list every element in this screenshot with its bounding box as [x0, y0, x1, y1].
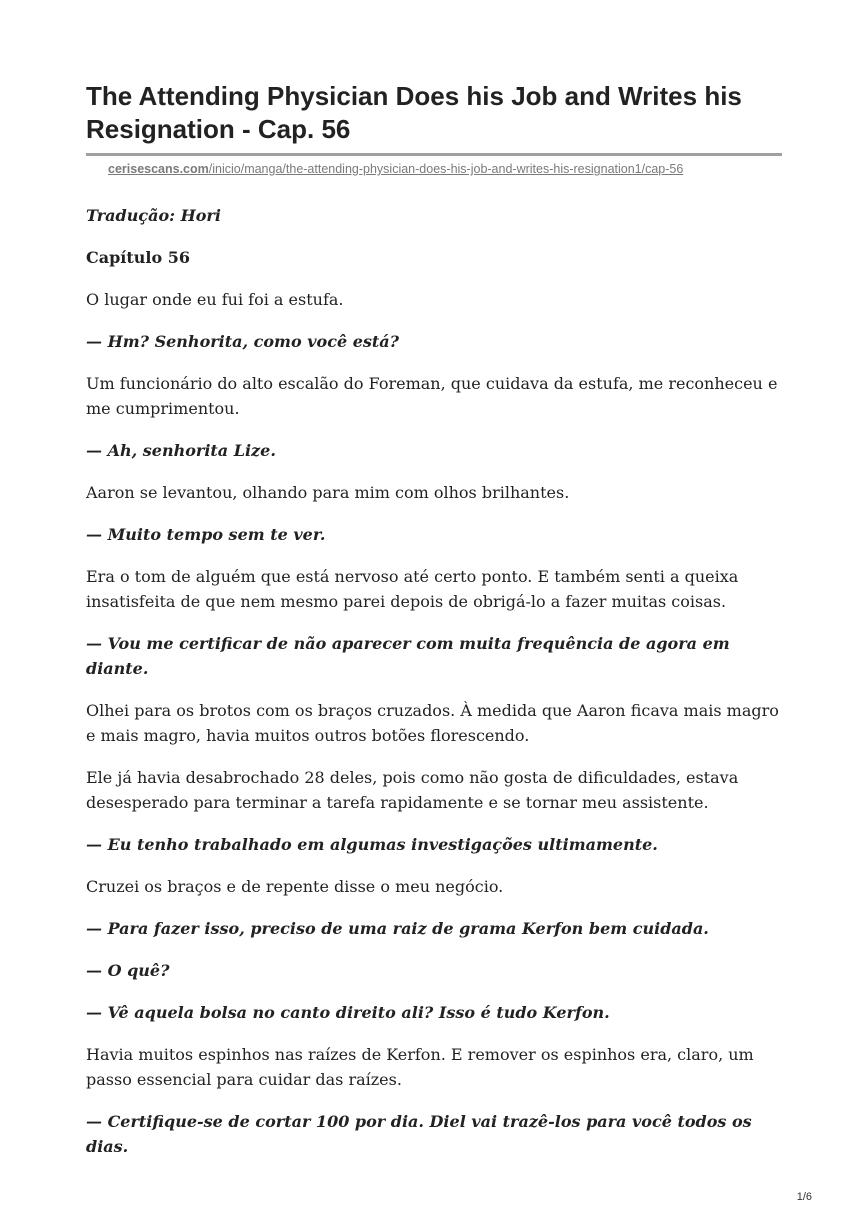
narration-paragraph: Um funcionário do alto escalão do Foreman, que cuidava da estufa, me reconheceu e me cumprimentou.	[86, 374, 778, 418]
source-link[interactable]	[108, 160, 683, 178]
dialogue-line: — Ah, senhorita Lize.	[86, 441, 276, 460]
narration-paragraph: Olhei para os brotos com os braços cruzados. À medida que Aaron ficava mais magro e mais magro, havia muitos outros botões florescendo.	[86, 701, 779, 745]
page-indicator: 1/6	[796, 1191, 812, 1203]
page-title: The Attending Physician Does his Job and Writes his Resignation - Cap. 56	[86, 81, 742, 144]
dialogue-line: — Para fazer isso, preciso de uma raiz de grama Kerfon bem cuidada.	[86, 919, 709, 938]
title-divider	[86, 153, 782, 156]
translator-credit: Tradução: Hori	[86, 206, 221, 225]
chapter-heading: Capítulo 56	[86, 248, 190, 267]
dialogue-line: — Hm? Senhorita, como você está?	[86, 332, 400, 351]
dialogue-line: — Muito tempo sem te ver.	[86, 525, 326, 544]
narration-paragraph: O lugar onde eu fui foi a estufa.	[86, 290, 344, 309]
source-path: /inicio/manga/the-attending-physician-does-his-job-and-writes-his-resignation1/cap-56	[208, 162, 684, 176]
dialogue-line: — Vou me certificar de não aparecer com muita frequência de agora em diante.	[86, 634, 730, 678]
dialogue-line: — O quê?	[86, 961, 170, 980]
dialogue-line: — Certifique-se de cortar 100 por dia. Diel vai trazê-los para você todos os dias.	[86, 1112, 752, 1156]
chapter-content	[86, 203, 786, 1176]
dialogue-line: — Eu tenho trabalhado em algumas investigações ultimamente.	[86, 835, 658, 854]
source-domain: cerisescans.com	[108, 162, 209, 176]
narration-paragraph: Cruzei os braços e de repente disse o meu negócio.	[86, 877, 504, 896]
dialogue-line: — Vê aquela bolsa no canto direito ali? Isso é tudo Kerfon.	[86, 1003, 610, 1022]
paragraph-list	[86, 287, 786, 1159]
narration-paragraph: Aaron se levantou, olhando para mim com olhos brilhantes.	[86, 483, 570, 502]
narration-paragraph: Havia muitos espinhos nas raízes de Kerfon. E remover os espinhos era, claro, um passo essencial para cuidar das raízes.	[86, 1045, 754, 1089]
narration-paragraph: Era o tom de alguém que está nervoso até certo ponto. E também senti a queixa insatisfeita de que nem mesmo parei depois de obrigá-lo a fazer muitas coisas.	[86, 567, 739, 611]
narration-paragraph: Ele já havia desabrochado 28 deles, pois como não gosta de dificuldades, estava desesperado para terminar a tarefa rapidamente e se tornar meu assistente.	[86, 768, 739, 812]
